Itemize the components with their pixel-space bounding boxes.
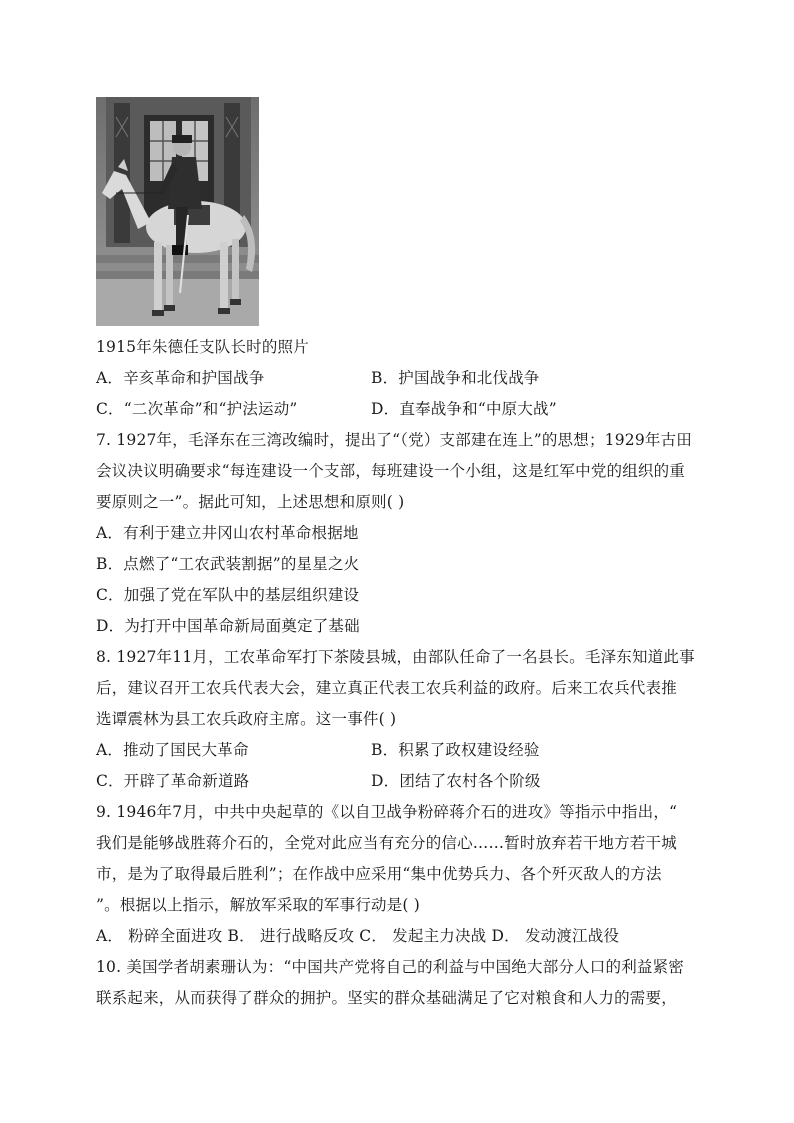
- q7-option-a: A．有利于建立井冈山农村革命根据地: [96, 524, 359, 542]
- q6-option-b: B．护国战争和北伐战争: [371, 369, 540, 387]
- q6-option-c: C．“二次革命”和“护法运动”: [96, 400, 298, 418]
- historical-photo: [96, 97, 259, 326]
- q8-option-b: B．积累了政权建设经验: [371, 741, 540, 759]
- q7-stem-line-2: 会议决议明确要求“每连建设一个支部，每班建设一个小组，这是红军中党的组织的重: [96, 462, 686, 480]
- q8-stem-line-1: 8. 1927年11月，工农革命军打下茶陵县城，由部队任命了一名县长。毛泽东知道此事: [96, 648, 695, 666]
- q7-option-d: D．为打开中国革命新局面奠定了基础: [96, 617, 360, 635]
- q7-stem-line-3: 要原则之一”。据此可知，上述思想和原则( ): [96, 493, 405, 511]
- horse-rider-photo-image: [96, 97, 259, 326]
- q9-stem-line-4: ”。根据以上指示，解放军采取的军事行动是( ): [96, 896, 421, 914]
- q6-option-d: D．直奉战争和“中原大战”: [371, 400, 557, 418]
- q10-stem-line-1: 10. 美国学者胡素珊认为：“中国共产党将自己的利益与中国绝大部分人口的利益紧密: [96, 958, 685, 976]
- q7-stem-line-1: 7. 1927年，毛泽东在三湾改编时，提出了“（党）支部建在连上”的思想；1929年古田: [96, 431, 693, 449]
- q8-stem-line-2: 后，建议召开工农兵代表大会，建立真正代表工农兵利益的政府。后来工农兵代表推: [96, 679, 677, 697]
- photo-caption: 1915年朱德任支队长时的照片: [96, 338, 309, 356]
- q8-option-c: C．开辟了革命新道路: [96, 772, 250, 790]
- q7-option-b: B．点燃了“工农武装割据”的星星之火: [96, 555, 360, 573]
- q7-option-c: C．加强了党在军队中的基层组织建设: [96, 586, 360, 604]
- q9-options: A． 粉碎全面进攻 B． 进行战略反攻 C． 发起主力决战 D． 发动渡江战役: [96, 927, 620, 945]
- q6-option-a: A．辛亥革命和护国战争: [96, 369, 265, 387]
- q9-stem-line-2: 我们是能够战胜蒋介石的，全党对此应当有充分的信心……暂时放弃若干地方若干城: [96, 834, 677, 852]
- q9-stem-line-1: 9. 1946年7月，中共中央起草的《以自卫战争粉碎蒋介石的进攻》等指示中指出，“: [96, 803, 678, 821]
- q8-option-d: D．团结了农村各个阶级: [371, 772, 541, 790]
- q10-stem-line-2: 联系起来，从而获得了群众的拥护。坚实的群众基础满足了它对粮食和人力的需要，: [96, 989, 677, 1007]
- q8-option-a: A．推动了国民大革命: [96, 741, 249, 759]
- q8-stem-line-3: 选谭震林为县工农兵政府主席。这一事件( ): [96, 710, 397, 728]
- q9-stem-line-3: 市，是为了取得最后胜利”；在作战中应采用“集中优势兵力、各个歼灭敌人的方法: [96, 865, 662, 883]
